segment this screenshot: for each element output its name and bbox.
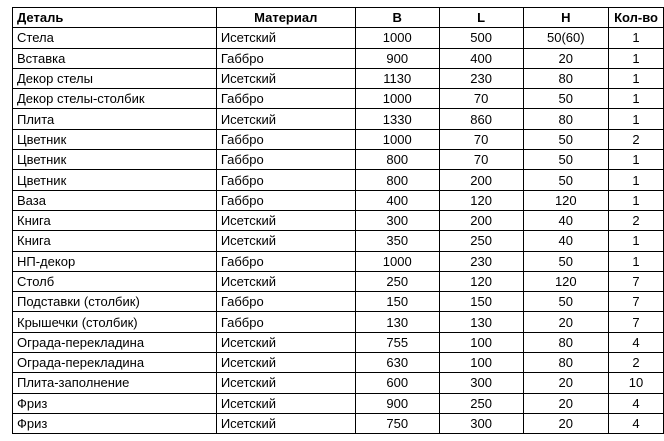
cell-detail: Стела [13,28,217,48]
cell-h: 50 [523,251,609,271]
cell-detail: Ваза [13,190,217,210]
cell-detail: Декор стелы [13,68,217,88]
cell-quantity: 10 [609,373,664,393]
column-header-l: L [439,8,523,28]
cell-l: 100 [439,353,523,373]
table-row [13,231,664,251]
table-row [13,210,664,230]
column-header-b: B [355,8,439,28]
cell-detail: Книга [13,231,217,251]
cell-h: 50 [523,89,609,109]
cell-material: Исетский [216,353,355,373]
cell-h: 50 [523,292,609,312]
cell-h: 80 [523,332,609,352]
cell-quantity: 2 [609,210,664,230]
cell-quantity: 1 [609,109,664,129]
cell-material: Габбро [216,48,355,68]
cell-material: Габбро [216,251,355,271]
cell-l: 200 [439,170,523,190]
cell-l: 500 [439,28,523,48]
cell-l: 250 [439,393,523,413]
table-row [13,271,664,291]
cell-material: Исетский [216,210,355,230]
cell-quantity: 1 [609,231,664,251]
cell-l: 230 [439,68,523,88]
cell-quantity: 4 [609,393,664,413]
cell-quantity: 1 [609,190,664,210]
cell-h: 80 [523,109,609,129]
cell-l: 250 [439,231,523,251]
cell-detail: Фриз [13,393,217,413]
table-row [13,251,664,271]
cell-material: Исетский [216,109,355,129]
cell-h: 80 [523,68,609,88]
cell-detail: Плита-заполнение [13,373,217,393]
cell-l: 400 [439,48,523,68]
cell-l: 150 [439,292,523,312]
table-row [13,332,664,352]
cell-quantity: 1 [609,170,664,190]
cell-quantity: 2 [609,353,664,373]
cell-material: Габбро [216,150,355,170]
cell-b: 1000 [355,251,439,271]
cell-b: 750 [355,413,439,433]
cell-l: 230 [439,251,523,271]
cell-l: 100 [439,332,523,352]
cell-h: 20 [523,373,609,393]
cell-h: 80 [523,353,609,373]
cell-b: 1000 [355,89,439,109]
table-row [13,48,664,68]
cell-detail: НП-декор [13,251,217,271]
cell-b: 600 [355,373,439,393]
cell-detail: Вставка [13,48,217,68]
table-row [13,292,664,312]
cell-quantity: 7 [609,292,664,312]
cell-b: 150 [355,292,439,312]
column-header-detail: Деталь [13,8,217,28]
header-row [13,8,664,28]
cell-material: Габбро [216,312,355,332]
cell-h: 40 [523,210,609,230]
cell-b: 400 [355,190,439,210]
table-row [13,393,664,413]
cell-material: Исетский [216,231,355,251]
cell-detail: Крышечки (столбик) [13,312,217,332]
cell-b: 800 [355,150,439,170]
cell-material: Исетский [216,373,355,393]
cell-quantity: 1 [609,68,664,88]
cell-b: 300 [355,210,439,230]
cell-detail: Подставки (столбик) [13,292,217,312]
cell-quantity: 2 [609,129,664,149]
table-row [13,190,664,210]
cell-quantity: 7 [609,271,664,291]
cell-detail: Ограда-перекладина [13,353,217,373]
cell-b: 900 [355,393,439,413]
cell-l: 200 [439,210,523,230]
cell-b: 130 [355,312,439,332]
cell-material: Исетский [216,68,355,88]
cell-b: 1000 [355,129,439,149]
cell-material: Исетский [216,413,355,433]
cell-quantity: 1 [609,251,664,271]
table-row [13,129,664,149]
cell-h: 20 [523,48,609,68]
cell-h: 120 [523,190,609,210]
cell-h: 40 [523,231,609,251]
cell-l: 300 [439,413,523,433]
table-row [13,312,664,332]
cell-quantity: 1 [609,48,664,68]
cell-detail: Цветник [13,129,217,149]
column-header-quantity: Кол-во [609,8,664,28]
cell-quantity: 1 [609,150,664,170]
cell-quantity: 1 [609,89,664,109]
cell-b: 350 [355,231,439,251]
cell-l: 860 [439,109,523,129]
cell-h: 20 [523,413,609,433]
table-row [13,89,664,109]
cell-material: Исетский [216,332,355,352]
cell-material: Габбро [216,170,355,190]
column-header-material: Материал [216,8,355,28]
table-row [13,68,664,88]
cell-b: 1000 [355,28,439,48]
column-header-h: H [523,8,609,28]
table-row [13,353,664,373]
cell-b: 800 [355,170,439,190]
table-row [13,170,664,190]
cell-quantity: 4 [609,413,664,433]
cell-material: Габбро [216,129,355,149]
table-row [13,150,664,170]
cell-detail: Цветник [13,170,217,190]
cell-b: 755 [355,332,439,352]
cell-l: 300 [439,373,523,393]
cell-h: 50 [523,150,609,170]
cell-l: 120 [439,190,523,210]
cell-b: 900 [355,48,439,68]
cell-detail: Ограда-перекладина [13,332,217,352]
cell-b: 250 [355,271,439,291]
table-row [13,373,664,393]
table-body [13,28,664,434]
cell-detail: Книга [13,210,217,230]
table-row [13,28,664,48]
cell-b: 1130 [355,68,439,88]
cell-l: 70 [439,150,523,170]
cell-h: 20 [523,312,609,332]
cell-material: Габбро [216,292,355,312]
cell-quantity: 4 [609,332,664,352]
cell-material: Исетский [216,271,355,291]
cell-h: 50 [523,129,609,149]
cell-l: 70 [439,89,523,109]
cell-l: 70 [439,129,523,149]
cell-h: 120 [523,271,609,291]
cell-detail: Плита [13,109,217,129]
cell-b: 630 [355,353,439,373]
cell-h: 50(60) [523,28,609,48]
cell-detail: Фриз [13,413,217,433]
cell-material: Исетский [216,28,355,48]
cell-h: 50 [523,170,609,190]
cell-l: 130 [439,312,523,332]
cell-quantity: 1 [609,28,664,48]
cell-l: 120 [439,271,523,291]
cell-b: 1330 [355,109,439,129]
table-row [13,109,664,129]
cell-quantity: 7 [609,312,664,332]
cell-detail: Цветник [13,150,217,170]
cell-material: Габбро [216,89,355,109]
cell-material: Габбро [216,190,355,210]
cell-detail: Столб [13,271,217,291]
table-row [13,413,664,433]
parts-table [12,7,664,434]
cell-detail: Декор стелы-столбик [13,89,217,109]
cell-h: 20 [523,393,609,413]
cell-material: Исетский [216,393,355,413]
